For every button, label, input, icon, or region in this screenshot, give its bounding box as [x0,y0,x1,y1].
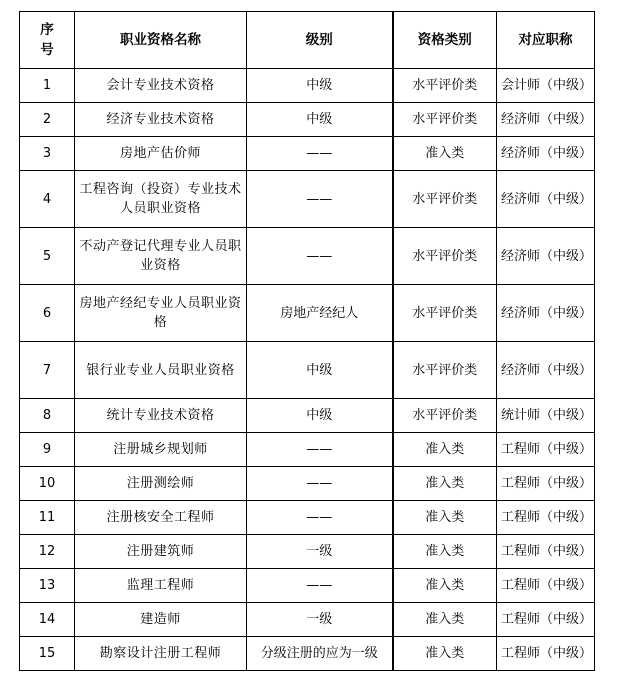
table-header-row [20,12,595,69]
cell-category: 准入类 [393,637,497,671]
table-row [20,399,595,433]
cell-category: 水平评价类 [393,103,497,137]
cell-seq: 6 [20,285,75,342]
cell-category: 水平评价类 [393,342,497,399]
cell-title: 经济师（中级） [497,342,595,399]
cell-name: 不动产登记代理专业人员职业资格 [75,228,247,285]
cell-category: 准入类 [393,535,497,569]
cell-level: —— [247,501,393,535]
cell-name: 银行业专业人员职业资格 [75,342,247,399]
cell-seq: 1 [20,69,75,103]
cell-title: 经济师（中级） [497,137,595,171]
cell-title: 经济师（中级） [497,285,595,342]
cell-title: 工程师（中级） [497,569,595,603]
table-row [20,228,595,285]
cell-level: 房地产经纪人 [247,285,393,342]
cell-name: 注册建筑师 [75,535,247,569]
cell-level: 中级 [247,103,393,137]
table-row [20,171,595,228]
cell-seq: 2 [20,103,75,137]
cell-category: 准入类 [393,569,497,603]
cell-category: 水平评价类 [393,285,497,342]
cell-seq: 12 [20,535,75,569]
cell-title: 经济师（中级） [497,103,595,137]
cell-category: 水平评价类 [393,399,497,433]
cell-level: —— [247,467,393,501]
table-row [20,103,595,137]
cell-name: 建造师 [75,603,247,637]
cell-level: —— [247,569,393,603]
table-row [20,467,595,501]
cell-seq: 10 [20,467,75,501]
qualification-table [19,11,595,671]
cell-level: 中级 [247,69,393,103]
cell-seq: 13 [20,569,75,603]
cell-seq: 14 [20,603,75,637]
cell-name: 房地产经纪专业人员职业资格 [75,285,247,342]
cell-name: 经济专业技术资格 [75,103,247,137]
cell-level: 中级 [247,342,393,399]
cell-level: 分级注册的应为一级 [247,637,393,671]
cell-title: 统计师（中级） [497,399,595,433]
table-row [20,535,595,569]
cell-title: 工程师（中级） [497,501,595,535]
cell-category: 准入类 [393,433,497,467]
cell-level: —— [247,228,393,285]
cell-level: 一级 [247,535,393,569]
header-seq: 序号 [20,12,75,69]
cell-name: 注册测绘师 [75,467,247,501]
cell-name: 房地产估价师 [75,137,247,171]
cell-category: 水平评价类 [393,171,497,228]
cell-title: 经济师（中级） [497,228,595,285]
cell-seq: 8 [20,399,75,433]
cell-level: 一级 [247,603,393,637]
cell-name: 勘察设计注册工程师 [75,637,247,671]
cell-title: 工程师（中级） [497,535,595,569]
cell-seq: 11 [20,501,75,535]
table-row [20,69,595,103]
cell-name: 会计专业技术资格 [75,69,247,103]
cell-name: 注册核安全工程师 [75,501,247,535]
cell-title: 会计师（中级） [497,69,595,103]
cell-category: 准入类 [393,603,497,637]
table-row [20,342,595,399]
cell-category: 准入类 [393,467,497,501]
cell-name: 监理工程师 [75,569,247,603]
table-row [20,637,595,671]
cell-title: 工程师（中级） [497,433,595,467]
cell-title: 经济师（中级） [497,171,595,228]
cell-level: —— [247,433,393,467]
table-row [20,285,595,342]
cell-title: 工程师（中级） [497,603,595,637]
cell-category: 准入类 [393,501,497,535]
cell-seq: 15 [20,637,75,671]
table-row [20,569,595,603]
table-row [20,137,595,171]
header-level: 级别 [247,12,393,69]
table-row [20,603,595,637]
cell-name: 注册城乡规划师 [75,433,247,467]
cell-seq: 7 [20,342,75,399]
table-row [20,501,595,535]
cell-name: 工程咨询（投资）专业技术人员职业资格 [75,171,247,228]
cell-category: 水平评价类 [393,69,497,103]
cell-title: 工程师（中级） [497,467,595,501]
cell-category: 准入类 [393,137,497,171]
cell-level: 中级 [247,399,393,433]
cell-category: 水平评价类 [393,228,497,285]
cell-seq: 9 [20,433,75,467]
cell-seq: 4 [20,171,75,228]
cell-title: 工程师（中级） [497,637,595,671]
header-title: 对应职称 [497,12,595,69]
cell-seq: 3 [20,137,75,171]
cell-name: 统计专业技术资格 [75,399,247,433]
cell-level: —— [247,171,393,228]
cell-level: —— [247,137,393,171]
header-name: 职业资格名称 [75,12,247,69]
table-row [20,433,595,467]
header-category: 资格类别 [393,12,497,69]
cell-seq: 5 [20,228,75,285]
